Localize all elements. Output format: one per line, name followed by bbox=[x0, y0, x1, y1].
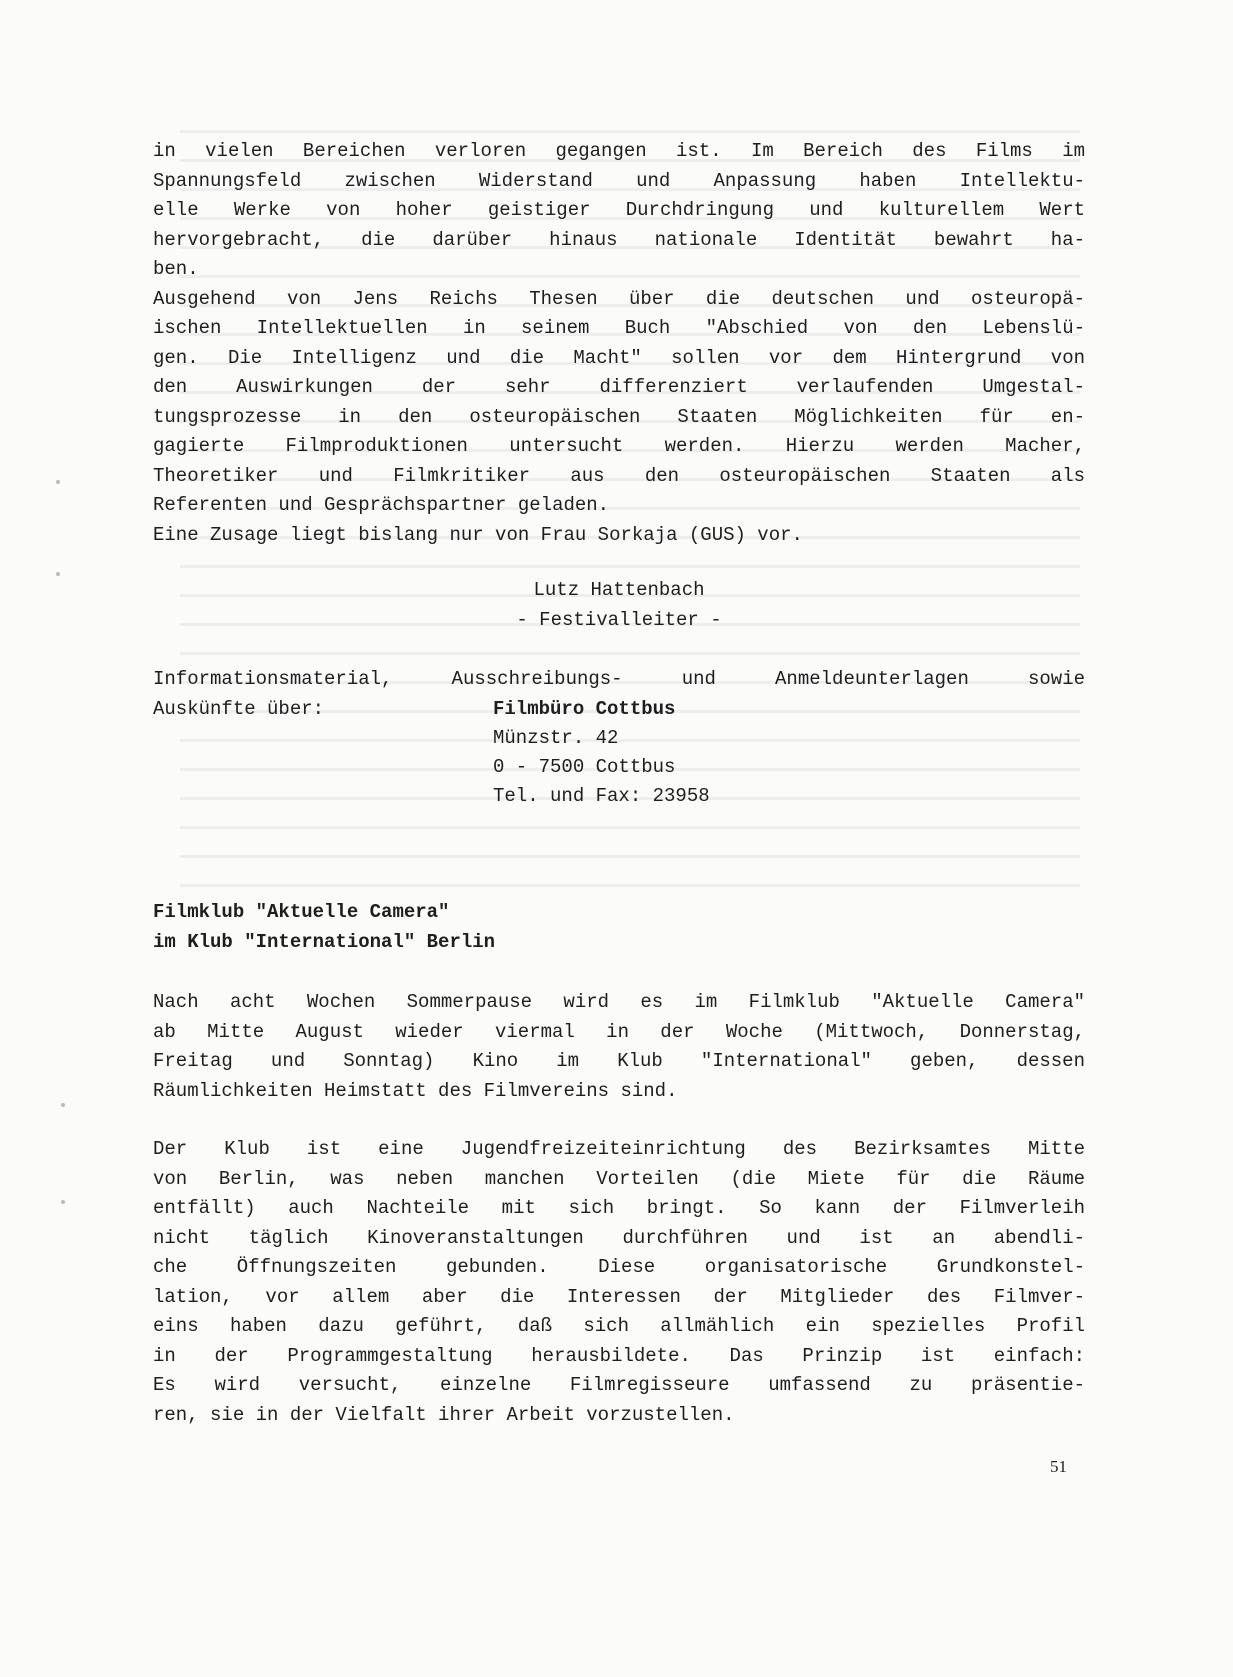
text-line: den Auswirkungen der sehr differenziert verlaufenden Umgestal- bbox=[153, 376, 1085, 398]
text-line: lation, vor allem aber die Interessen der Mitglieder des Filmver- bbox=[153, 1285, 1085, 1308]
text-line: che Öffnungszeiten gebunden. Diese organisatorische Grundkonstel- bbox=[153, 1256, 1085, 1278]
address-phone: Tel. und Fax: 23958 bbox=[493, 784, 710, 807]
punch-mark bbox=[56, 480, 60, 484]
punch-mark bbox=[61, 1200, 65, 1204]
text-line: Es wird versucht, einzelne Filmregisseure umfassend zu präsentie- bbox=[153, 1374, 1085, 1396]
address-city: 0 - 7500 Cottbus bbox=[493, 755, 676, 778]
text-line: ab Mitte August wieder viermal in der Woche (Mittwoch, Donnerstag, bbox=[153, 1020, 1085, 1043]
address-street: Münzstr. 42 bbox=[493, 726, 619, 749]
text-line: Freitag und Sonntag) Kino im Klub "International" geben, dessen bbox=[153, 1050, 1085, 1072]
text-line: Referenten und Gesprächspartner geladen. bbox=[153, 494, 610, 516]
text-line: Der Klub ist eine Jugendfreizeiteinrichtung des Bezirksamtes Mitte bbox=[153, 1138, 1085, 1160]
text-line: eins haben dazu geführt, daß sich allmählich ein spezielles Profil bbox=[153, 1315, 1085, 1337]
text-line: von Berlin, was neben manchen Vorteilen (die Miete für die Räume bbox=[153, 1167, 1085, 1190]
text-line: hervorgebracht, die darüber hinaus nationale Identität bewahrt ha- bbox=[153, 228, 1085, 251]
heading-line: Filmklub "Aktuelle Camera" bbox=[153, 901, 450, 923]
text-line: Ausgehend von Jens Reichs Thesen über die deutschen und osteuropä- bbox=[153, 287, 1085, 310]
text-line: ischen Intellektuellen in seinem Buch "Abschied von den Lebenslü- bbox=[153, 317, 1085, 339]
text-line: entfällt) auch Nachteile mit sich bringt. So kann der Filmverleih bbox=[153, 1197, 1085, 1219]
text-line: in vielen Bereichen verloren gegangen ist. Im Bereich des Films im bbox=[153, 140, 1085, 162]
paragraph-1 bbox=[153, 988, 1085, 1106]
text-line: ren, sie in der Vielfalt ihrer Arbeit vorzustellen. bbox=[153, 1403, 735, 1426]
text-line: tungsprozesse in den osteuropäischen Staaten Möglichkeiten für en- bbox=[153, 405, 1085, 428]
address-org: Filmbüro Cottbus bbox=[493, 697, 676, 720]
punch-mark bbox=[56, 572, 60, 576]
address bbox=[493, 695, 710, 811]
text-line: Theoretiker und Filmkritiker aus den osteuropäischen Staaten als bbox=[153, 464, 1085, 487]
text-line: gen. Die Intelligenz und die Macht" sollen vor dem Hintergrund von bbox=[153, 346, 1085, 369]
signature-role: - Festivalleiter - bbox=[516, 608, 722, 631]
text-line: elle Werke von hoher geistiger Durchdringung und kulturellem Wert bbox=[153, 199, 1085, 221]
text-line: Spannungsfeld zwischen Widerstand und Anpassung haben Intellektu- bbox=[153, 169, 1085, 192]
text-line: Räumlichkeiten Heimstatt des Filmvereins sind. bbox=[153, 1079, 678, 1102]
info-block bbox=[153, 665, 1085, 815]
info-label: Auskünfte über: bbox=[153, 697, 325, 720]
text-line: ben. bbox=[153, 258, 199, 280]
section-heading bbox=[153, 898, 1085, 957]
text-line: nicht täglich Kinoveranstaltungen durchführen und ist an abendli- bbox=[153, 1226, 1085, 1249]
text-line: gagierte Filmproduktionen untersucht werden. Hierzu werden Macher, bbox=[153, 435, 1085, 457]
signature-name: Lutz Hattenbach bbox=[533, 579, 705, 601]
paragraph-2 bbox=[153, 1135, 1085, 1430]
page-number: 51 bbox=[1050, 1457, 1067, 1476]
text-line: Eine Zusage liegt bislang nur von Frau Sorkaja (GUS) vor. bbox=[153, 523, 803, 546]
punch-mark bbox=[61, 1103, 65, 1107]
text-line: Nach acht Wochen Sommerpause wird es im Filmklub "Aktuelle Camera" bbox=[153, 991, 1085, 1013]
info-line: Informationsmaterial, Ausschreibungs- und Anmeldeunterlagen sowie bbox=[153, 668, 1085, 690]
text-line: in der Programmgestaltung herausbildete. Das Prinzip ist einfach: bbox=[153, 1344, 1085, 1367]
heading-line: im Klub "International" Berlin bbox=[153, 930, 496, 953]
signature-block bbox=[153, 576, 1085, 635]
intro-paragraphs bbox=[153, 137, 1085, 550]
